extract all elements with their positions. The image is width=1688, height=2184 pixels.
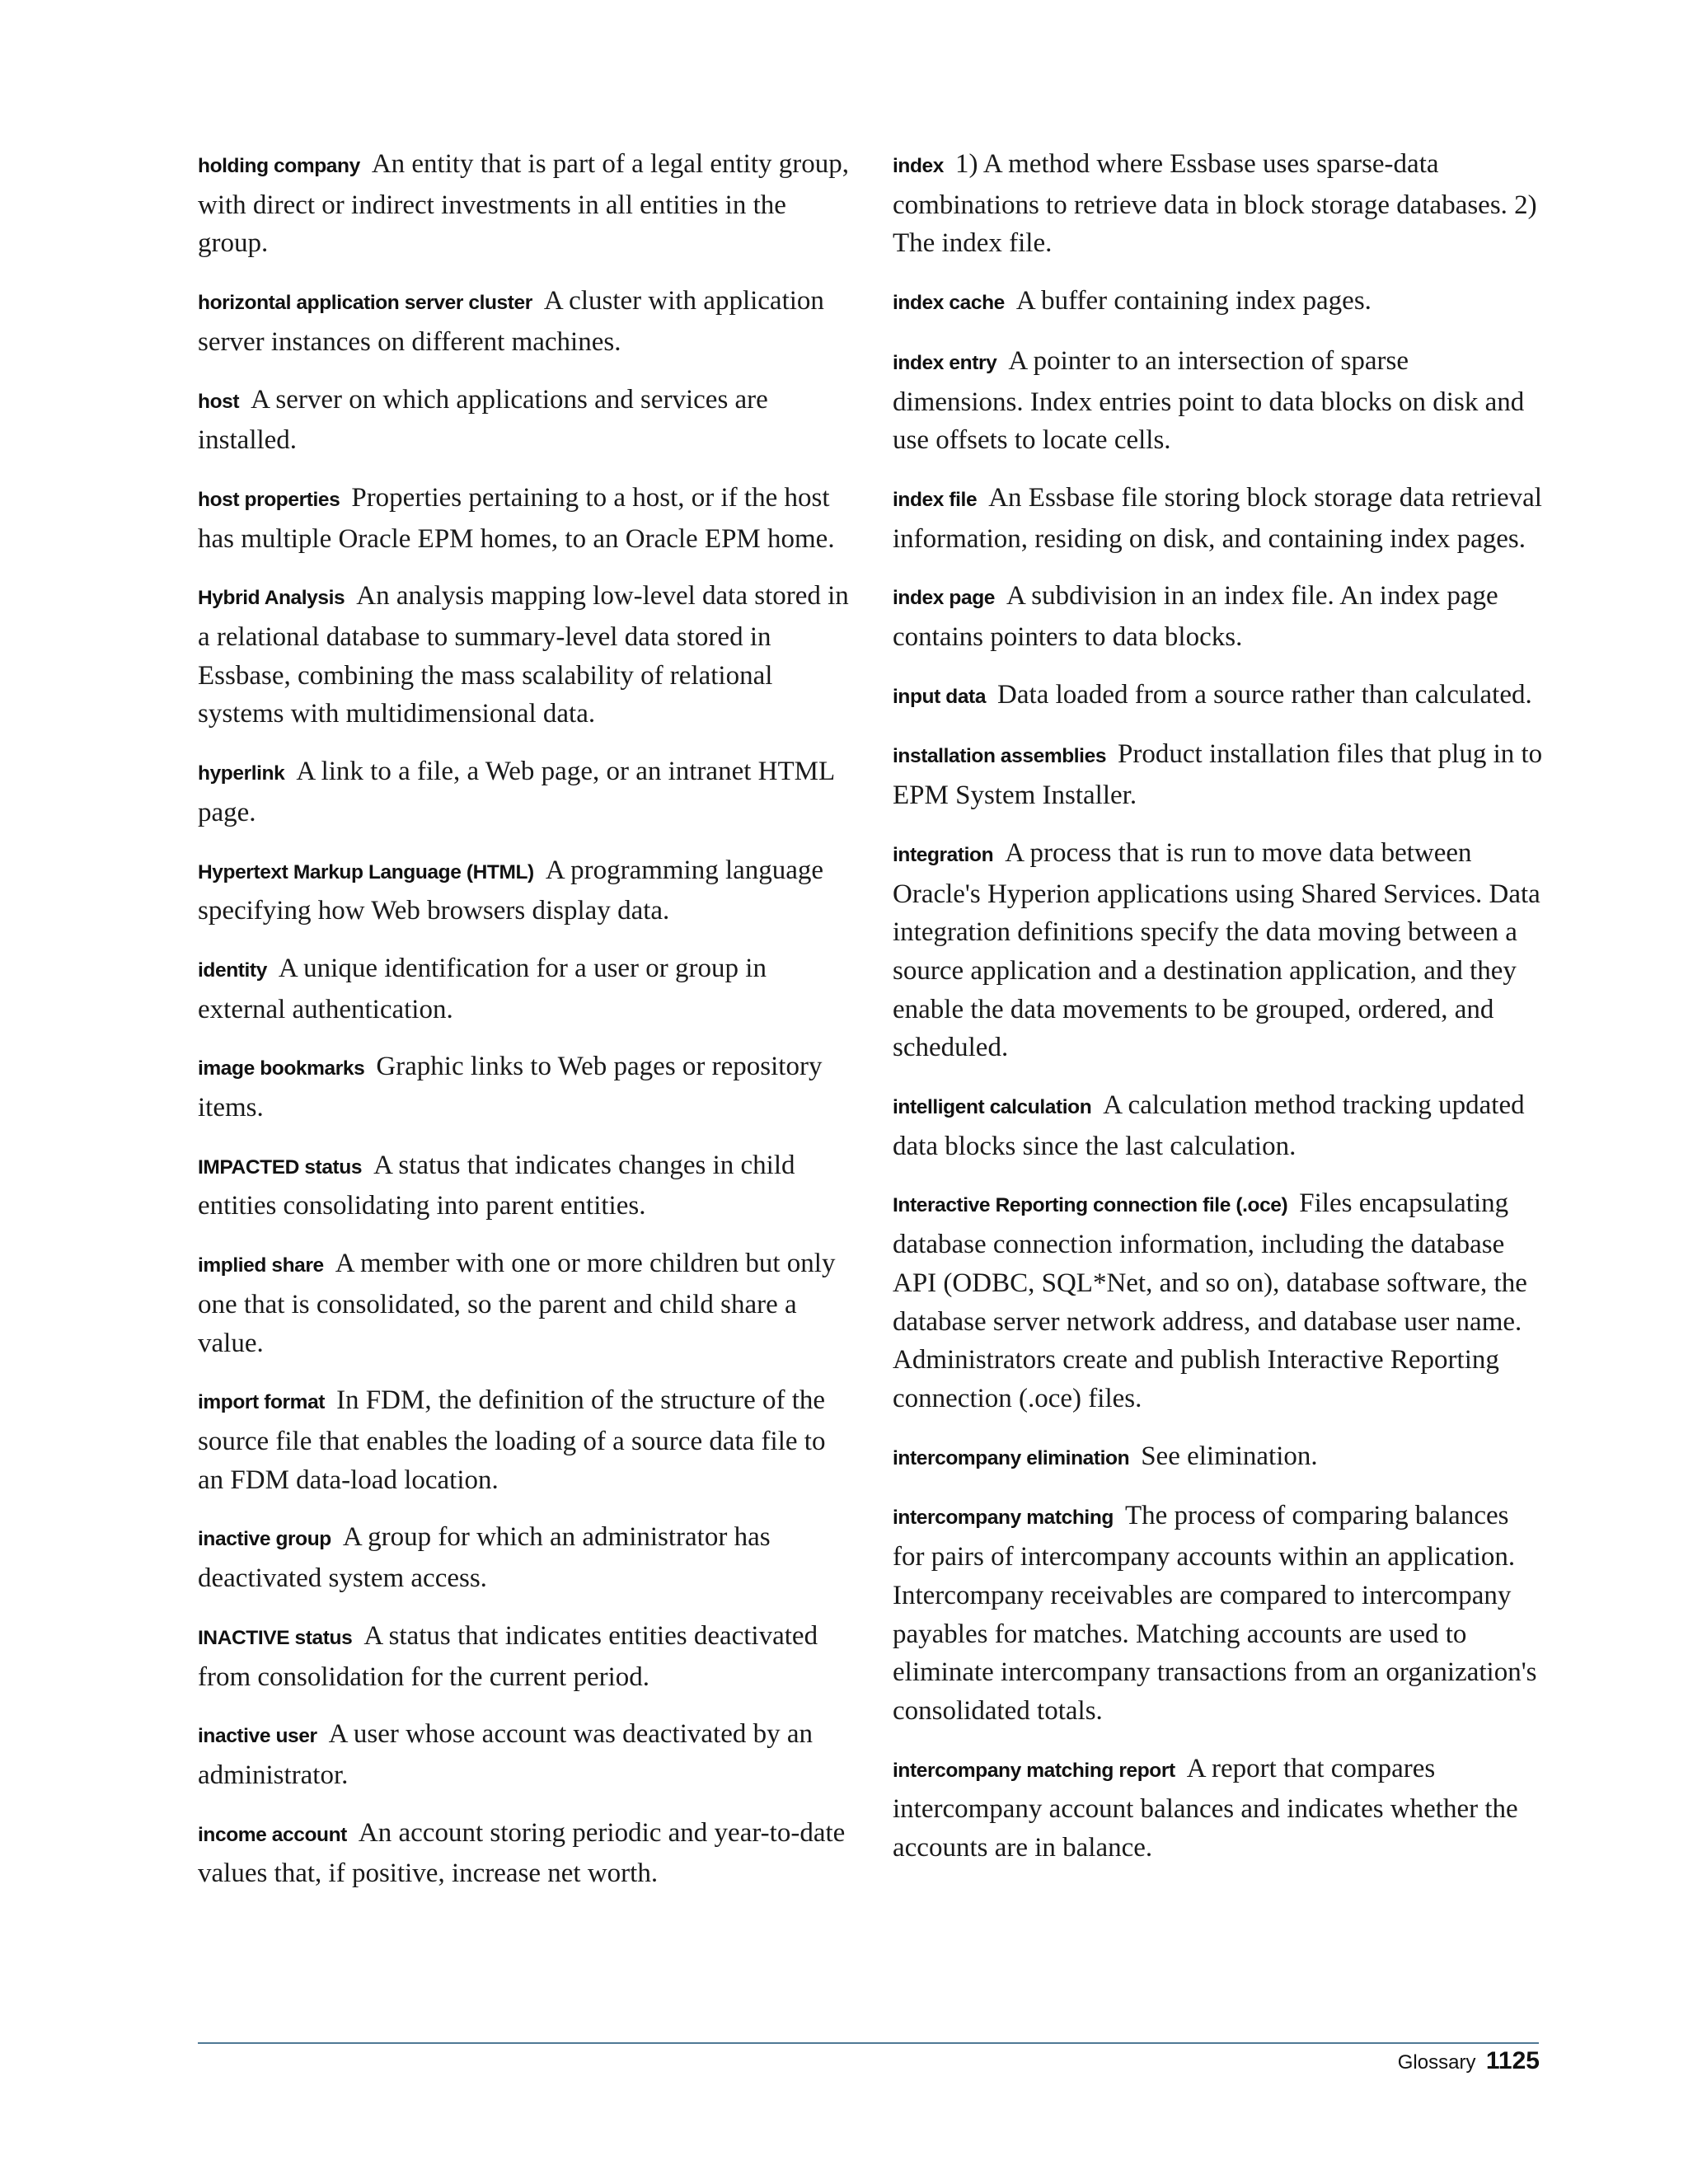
glossary-term: host [198,390,240,413]
footer-section-label: Glossary [1397,2051,1476,2074]
glossary-entry [893,577,1545,656]
glossary-column-left [198,145,849,1912]
glossary-entry [198,1047,849,1127]
glossary-entry [198,479,849,558]
glossary-definition: Files encapsulating database connection information, including the database API (ODBC, SQL*Net, and so on), database software, the database server network address, and database user name. Administrators create and publish Interactive Reporting connection (.oce) files. [893,1188,1527,1413]
glossary-definition: See elimination. [1141,1441,1318,1471]
glossary-term: index cache [893,292,1005,315]
glossary-term: IMPACTED status [198,1155,363,1179]
glossary-entry [198,1518,849,1597]
glossary-entry [198,577,849,733]
glossary-term: implied share [198,1254,324,1277]
glossary-term: import format [198,1391,326,1414]
glossary-definition: A user whose account was deactivated by an administrator. [198,1719,813,1790]
glossary-term: intelligent calculation [893,1096,1092,1119]
glossary-definition: In FDM, the definition of the structure of the source file that enables the loading of a source data file to an FDM data-load location. [198,1385,826,1495]
glossary-entry [198,1244,849,1362]
glossary-entry [893,735,1545,814]
glossary-definition: A cluster with application server instances on different machines. [198,286,824,357]
glossary-definition: A unique identification for a user or group in external authentication. [198,953,767,1024]
glossary-term: income account [198,1823,347,1846]
glossary-entry [893,1750,1545,1868]
glossary-entry [198,752,849,832]
glossary-term: Hybrid Analysis [198,587,345,610]
glossary-entry [198,1381,849,1499]
glossary-column-right [893,145,1545,1886]
glossary-definition: The process of comparing balances for pairs of intercompany accounts within an application. Intercompany receivables are compared to intercompany payables for matches. Matching accounts are used to eliminate intercompany transactions from an organization's consolidated totals. [893,1501,1537,1726]
page-number: 1125 [1485,2047,1540,2074]
glossary-entry [198,1617,849,1696]
glossary-entry [198,381,849,460]
glossary-definition: A link to a file, a Web page, or an intranet HTML page. [198,757,834,827]
glossary-term: installation assemblies [893,745,1107,768]
glossary-term: intercompany elimination [893,1446,1130,1469]
page-footer [1398,2047,1540,2075]
glossary-entry [893,282,1545,323]
glossary-definition: A subdivision in an index file. An index page contains pointers to data blocks. [893,581,1498,653]
glossary-entry [893,834,1545,1067]
glossary-entry [198,1715,849,1794]
glossary-term: INACTIVE status [198,1626,353,1649]
glossary-term: inactive group [198,1528,331,1551]
glossary-term: integration [893,843,994,866]
glossary-definition: A calculation method tracking updated data blocks since the last calculation. [893,1090,1525,1161]
glossary-term: index entry [893,351,997,374]
glossary-definition: A status that indicates changes in child entities consolidating into parent entities. [198,1150,795,1221]
glossary-definition: An entity that is part of a legal entity group, with direct or indirect investments in all entities in the group. [198,149,850,259]
glossary-definition: A programming language specifying how Web browsers display data. [198,855,824,926]
glossary-term: host properties [198,488,340,511]
glossary-term: hyperlink [198,762,285,785]
glossary-definition: Product installation files that plug in to EPM System Installer. [893,739,1543,811]
glossary-definition: An account storing periodic and year-to-date values that, if positive, increase net worth. [198,1817,846,1889]
glossary-entry [893,1086,1545,1165]
glossary-definition: An analysis mapping low-level data stored in a relational database to summary-level data stored in Essbase, combining the mass scalability of relational systems with multidimensional data. [198,581,849,729]
glossary-definition: A pointer to an intersection of sparse dimensions. Index entries point to data blocks on disk and use offsets to locate cells. [893,345,1525,456]
glossary-entry [893,479,1545,558]
glossary-term: horizontal application server cluster [198,292,532,315]
glossary-term: inactive user [198,1725,317,1748]
glossary-entry [198,282,849,361]
glossary-term: index file [893,488,978,511]
glossary-term: Interactive Reporting connection file (.oce) [893,1194,1288,1217]
glossary-entry [198,1146,849,1226]
glossary-definition: A process that is run to move data between Oracle's Hyperion applications using Shared Services. Data integration definitions specify the data moving between a source application and a destination application, and they enable the data movements to be grouped, ordered, and scheduled. [893,837,1540,1063]
glossary-term: holding company [198,155,360,177]
glossary-definition: A server on which applications and services are installed. [198,384,768,456]
glossary-entry [893,342,1545,460]
glossary-definition: A buffer containing index pages. [1015,286,1372,316]
footer-rule [198,2042,1539,2044]
glossary-definition: 1) A method where Essbase uses sparse-data combinations to retrieve data in block storage databases. 2) The index file. [893,149,1537,259]
glossary-definition: A status that indicates entities deactivated from consolidation for the current period. [198,1620,818,1692]
glossary-definition: Properties pertaining to a host, or if the host has multiple Oracle EPM homes, to an Oracle EPM home. [198,482,835,554]
glossary-entry [893,1497,1545,1730]
glossary-definition: A report that compares intercompany account balances and indicates whether the accounts are in balance. [893,1753,1518,1863]
glossary-term: identity [198,958,267,982]
glossary-entry [893,1437,1545,1479]
glossary-entry [893,676,1545,717]
glossary-entry [198,949,849,1029]
glossary-entry [198,1814,849,1893]
glossary-term: index page [893,587,995,610]
glossary-definition: A group for which an administrator has deactivated system access. [198,1522,771,1594]
glossary-entry [893,145,1545,263]
glossary-definition: An Essbase file storing block storage data retrieval information, residing on disk, and containing index pages. [893,482,1542,554]
glossary-term: input data [893,685,987,708]
glossary-definition: Data loaded from a source rather than calculated. [997,679,1532,710]
glossary-definition: Graphic links to Web pages or repository items. [198,1052,823,1123]
glossary-term: image bookmarks [198,1057,365,1080]
glossary-term: index [893,155,944,177]
glossary-term: Hypertext Markup Language (HTML) [198,860,534,883]
glossary-term: intercompany matching report [893,1759,1175,1782]
glossary-entry [198,145,849,263]
glossary-entry [893,1184,1545,1418]
glossary-term: intercompany matching [893,1507,1114,1530]
glossary-entry [198,851,849,930]
glossary-definition: A member with one or more children but only one that is consolidated, so the parent and child share a value. [198,1249,836,1358]
